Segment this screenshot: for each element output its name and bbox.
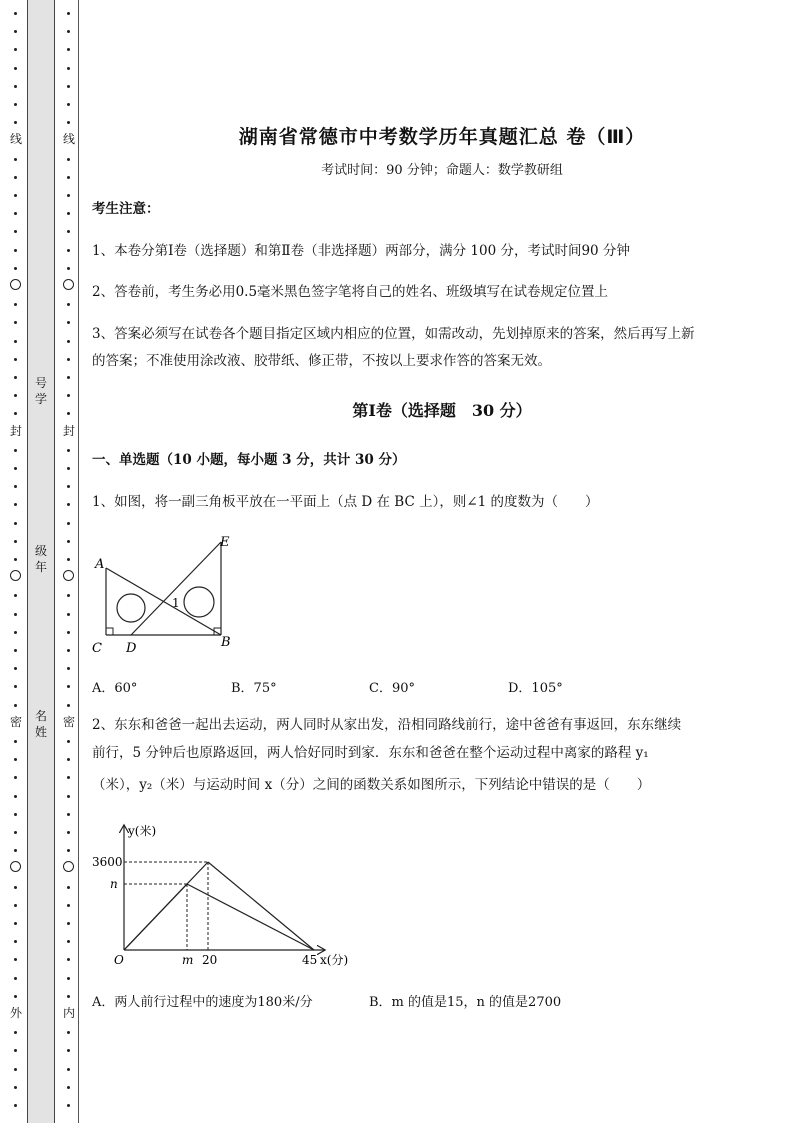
margin-dot <box>67 12 70 15</box>
point-label-E: E <box>220 535 230 550</box>
margin-dot <box>14 685 17 688</box>
margin-dot <box>67 267 70 270</box>
margin-dot <box>67 631 70 634</box>
q1-option-b[interactable]: B．75° <box>231 681 277 696</box>
x-tick-45: 45 <box>302 953 318 967</box>
margin-dot <box>67 795 70 798</box>
margin-dot <box>67 1086 70 1089</box>
margin-dot <box>67 667 70 670</box>
margin-char-seal: 封 <box>9 424 22 438</box>
q1-option-a[interactable]: A．60° <box>92 681 138 696</box>
margin-dot <box>67 540 70 543</box>
margin-dot <box>14 886 17 889</box>
margin-dot <box>67 30 70 33</box>
margin-dot <box>67 813 70 816</box>
margin-circle <box>10 279 21 290</box>
margin-dot <box>67 412 70 415</box>
margin-dot <box>67 1068 70 1071</box>
right-angle-mark-C <box>106 628 113 635</box>
y-tick-3600: 3600 <box>92 855 123 869</box>
margin-dot <box>67 321 70 324</box>
margin-dot <box>14 103 17 106</box>
margin-dot <box>14 594 17 597</box>
question-1-stem: 1、如图，将一副三角板平放在一平面上（点 D 在 BC 上），则∠1 的度数为（ ） <box>92 494 599 510</box>
margin-char-secret: 密 <box>62 715 75 729</box>
margin-dot <box>14 904 17 907</box>
margin-dot <box>67 922 70 925</box>
part-heading: 一、单选题（10 小题，每小题 3 分，共计 30 分） <box>92 452 406 468</box>
label-grade: 级年 <box>34 544 47 574</box>
margin-dot <box>14 631 17 634</box>
margin-dot <box>67 558 70 561</box>
margin-dot <box>14 758 17 761</box>
margin-dot <box>14 176 17 179</box>
point-label-B: B <box>221 635 231 650</box>
margin-dot <box>14 977 17 980</box>
line-dongdong-back <box>208 862 314 950</box>
margin-dot <box>14 321 17 324</box>
question-2-graph <box>92 818 362 974</box>
margin-dot <box>67 194 70 197</box>
margin-dot <box>14 776 17 779</box>
margin-dot <box>67 977 70 980</box>
student-info-strip <box>27 0 55 1123</box>
margin-dot <box>67 230 70 233</box>
q1-option-c[interactable]: C．90° <box>369 681 415 696</box>
margin-dot <box>67 776 70 779</box>
margin-circle <box>63 570 74 581</box>
margin-dot <box>67 594 70 597</box>
margin-dot <box>67 1104 70 1107</box>
margin-dot <box>67 958 70 961</box>
margin-dot <box>67 103 70 106</box>
notice-item-3-cont: 的答案；不准使用涂改液、胶带纸、修正带，不按以上要求作答的答案无效。 <box>92 353 551 369</box>
margin-dot <box>67 394 70 397</box>
margin-dot <box>67 67 70 70</box>
margin-dot <box>67 685 70 688</box>
margin-dot <box>67 121 70 124</box>
x-axis-label: x(分) <box>320 953 349 967</box>
margin-dot <box>67 376 70 379</box>
margin-dot <box>14 303 17 306</box>
margin-dot <box>14 158 17 161</box>
question-2-line-1: 2、东东和爸爸一起出去运动，两人同时从家出发，沿相同路线前行，途中爸爸有事返回，东东继续 <box>92 717 682 733</box>
margin-dot <box>14 1086 17 1089</box>
x-tick-20: 20 <box>202 953 218 967</box>
margin-dot <box>67 904 70 907</box>
line-dad-back <box>187 884 314 950</box>
line-dad-out <box>124 884 187 950</box>
margin-dot <box>67 1031 70 1034</box>
margin-dot <box>14 849 17 852</box>
margin-dot <box>14 67 17 70</box>
margin-dot <box>67 449 70 452</box>
margin-dot <box>67 704 70 707</box>
margin-dot <box>67 340 70 343</box>
margin-dot <box>67 613 70 616</box>
x-tick-m: m <box>182 953 194 967</box>
label-student-number: 号学 <box>34 376 47 406</box>
margin-dot <box>14 1068 17 1071</box>
margin-dot <box>14 340 17 343</box>
margin-dot <box>14 995 17 998</box>
y-tick-n: n <box>110 877 118 891</box>
margin-char-outer: 外 <box>9 1006 22 1020</box>
margin-dot <box>67 48 70 51</box>
margin-dot <box>14 558 17 561</box>
margin-dot <box>67 467 70 470</box>
margin-dot <box>67 212 70 215</box>
margin-dot <box>14 958 17 961</box>
margin-dot <box>14 740 17 743</box>
margin-dot <box>67 85 70 88</box>
origin-label: O <box>114 953 124 967</box>
margin-dot <box>14 503 17 506</box>
margin-dot <box>67 503 70 506</box>
margin-dot <box>67 649 70 652</box>
margin-circle <box>63 861 74 872</box>
margin-circle <box>10 861 21 872</box>
margin-dot <box>14 121 17 124</box>
binding-line <box>78 0 79 1123</box>
inner-dot-column <box>62 0 76 1123</box>
margin-dot <box>14 813 17 816</box>
margin-dot <box>14 394 17 397</box>
margin-dot <box>14 831 17 834</box>
q2-option-a[interactable]: A．两人前行过程中的速度为180米/分 <box>92 995 313 1010</box>
margin-dot <box>67 358 70 361</box>
margin-dot <box>14 704 17 707</box>
margin-dot <box>67 249 70 252</box>
margin-dot <box>14 358 17 361</box>
margin-dot <box>67 176 70 179</box>
margin-dot <box>14 48 17 51</box>
notice-item-3: 3、答案必须写在试卷各个题目指定区域内相应的位置，如需改动，先划掉原来的答案，然后再写上新 <box>92 326 695 342</box>
margin-dot <box>67 758 70 761</box>
triangle-hole-right <box>184 587 214 617</box>
margin-dot <box>14 1031 17 1034</box>
margin-dot <box>14 30 17 33</box>
margin-dot <box>67 158 70 161</box>
margin-dot <box>14 795 17 798</box>
point-label-C: C <box>92 641 102 656</box>
margin-dot <box>14 449 17 452</box>
label-name: 名姓 <box>34 709 47 739</box>
margin-dot <box>67 303 70 306</box>
margin-dot <box>14 85 17 88</box>
margin-dot <box>67 522 70 525</box>
margin-dot <box>67 740 70 743</box>
margin-char-secret: 密 <box>9 715 22 729</box>
margin-char-inner: 内 <box>62 1006 75 1020</box>
margin-dot <box>14 212 17 215</box>
question-2-line-2: 前行，5 分钟后也原路返回，两人恰好同时到家．东东和爸爸在整个运动过程中离家的路程 y₁ <box>92 745 649 761</box>
question-2-line-3: （米），y₂（米）与运动时间 x（分）之间的函数关系如图所示，下列结论中错误的是（ ） <box>92 777 651 793</box>
question-1-figure <box>88 528 248 656</box>
point-label-A: A <box>95 557 105 572</box>
y-axis-label: y(米) <box>128 824 157 838</box>
margin-dot <box>14 230 17 233</box>
margin-circle <box>10 570 21 581</box>
margin-dot <box>67 849 70 852</box>
margin-dot <box>14 613 17 616</box>
margin-dot <box>14 649 17 652</box>
margin-char-line: 线 <box>9 132 22 146</box>
q2-option-b[interactable]: B．m 的值是15，n 的值是2700 <box>369 995 562 1010</box>
margin-dot <box>67 940 70 943</box>
notice-heading: 考生注意： <box>92 201 160 217</box>
margin-dot <box>14 540 17 543</box>
margin-dot <box>14 922 17 925</box>
margin-dot <box>14 267 17 270</box>
margin-dot <box>14 522 17 525</box>
section-title: 第Ⅰ卷（选择题 30 分） <box>352 401 532 420</box>
margin-dot <box>14 376 17 379</box>
point-label-D: D <box>126 641 137 656</box>
margin-dot <box>67 995 70 998</box>
margin-dot <box>14 1104 17 1107</box>
notice-item-1: 1、本卷分第Ⅰ卷（选择题）和第Ⅱ卷（非选择题）两部分，满分 100 分，考试时间90 分钟 <box>92 243 630 259</box>
margin-dot <box>14 940 17 943</box>
triangle-hole-left <box>117 594 145 622</box>
margin-dot <box>14 467 17 470</box>
exam-info: 考试时间：90 分钟；命题人：数学教研组 <box>321 163 563 178</box>
margin-dot <box>14 249 17 252</box>
margin-dot <box>14 485 17 488</box>
margin-circle <box>63 279 74 290</box>
margin-dot <box>14 667 17 670</box>
margin-char-line: 线 <box>62 132 75 146</box>
margin-dot <box>67 485 70 488</box>
margin-dot <box>67 1049 70 1052</box>
margin-char-seal: 封 <box>62 424 75 438</box>
margin-dot <box>67 886 70 889</box>
edge-DE <box>131 542 221 635</box>
outer-dot-column <box>9 0 23 1123</box>
margin-dot <box>67 831 70 834</box>
angle-label-1: 1 <box>172 596 180 610</box>
margin-dot <box>14 12 17 15</box>
margin-dot <box>14 194 17 197</box>
margin-dot <box>14 412 17 415</box>
notice-item-2: 2、答卷前，考生务必用0.5毫米黑色签字笔将自己的姓名、班级填写在试卷规定位置上 <box>92 284 609 300</box>
margin-dot <box>14 1049 17 1052</box>
page-title: 湖南省常德市中考数学历年真题汇总 卷（Ⅲ） <box>238 126 646 148</box>
q1-option-d[interactable]: D．105° <box>508 681 563 696</box>
